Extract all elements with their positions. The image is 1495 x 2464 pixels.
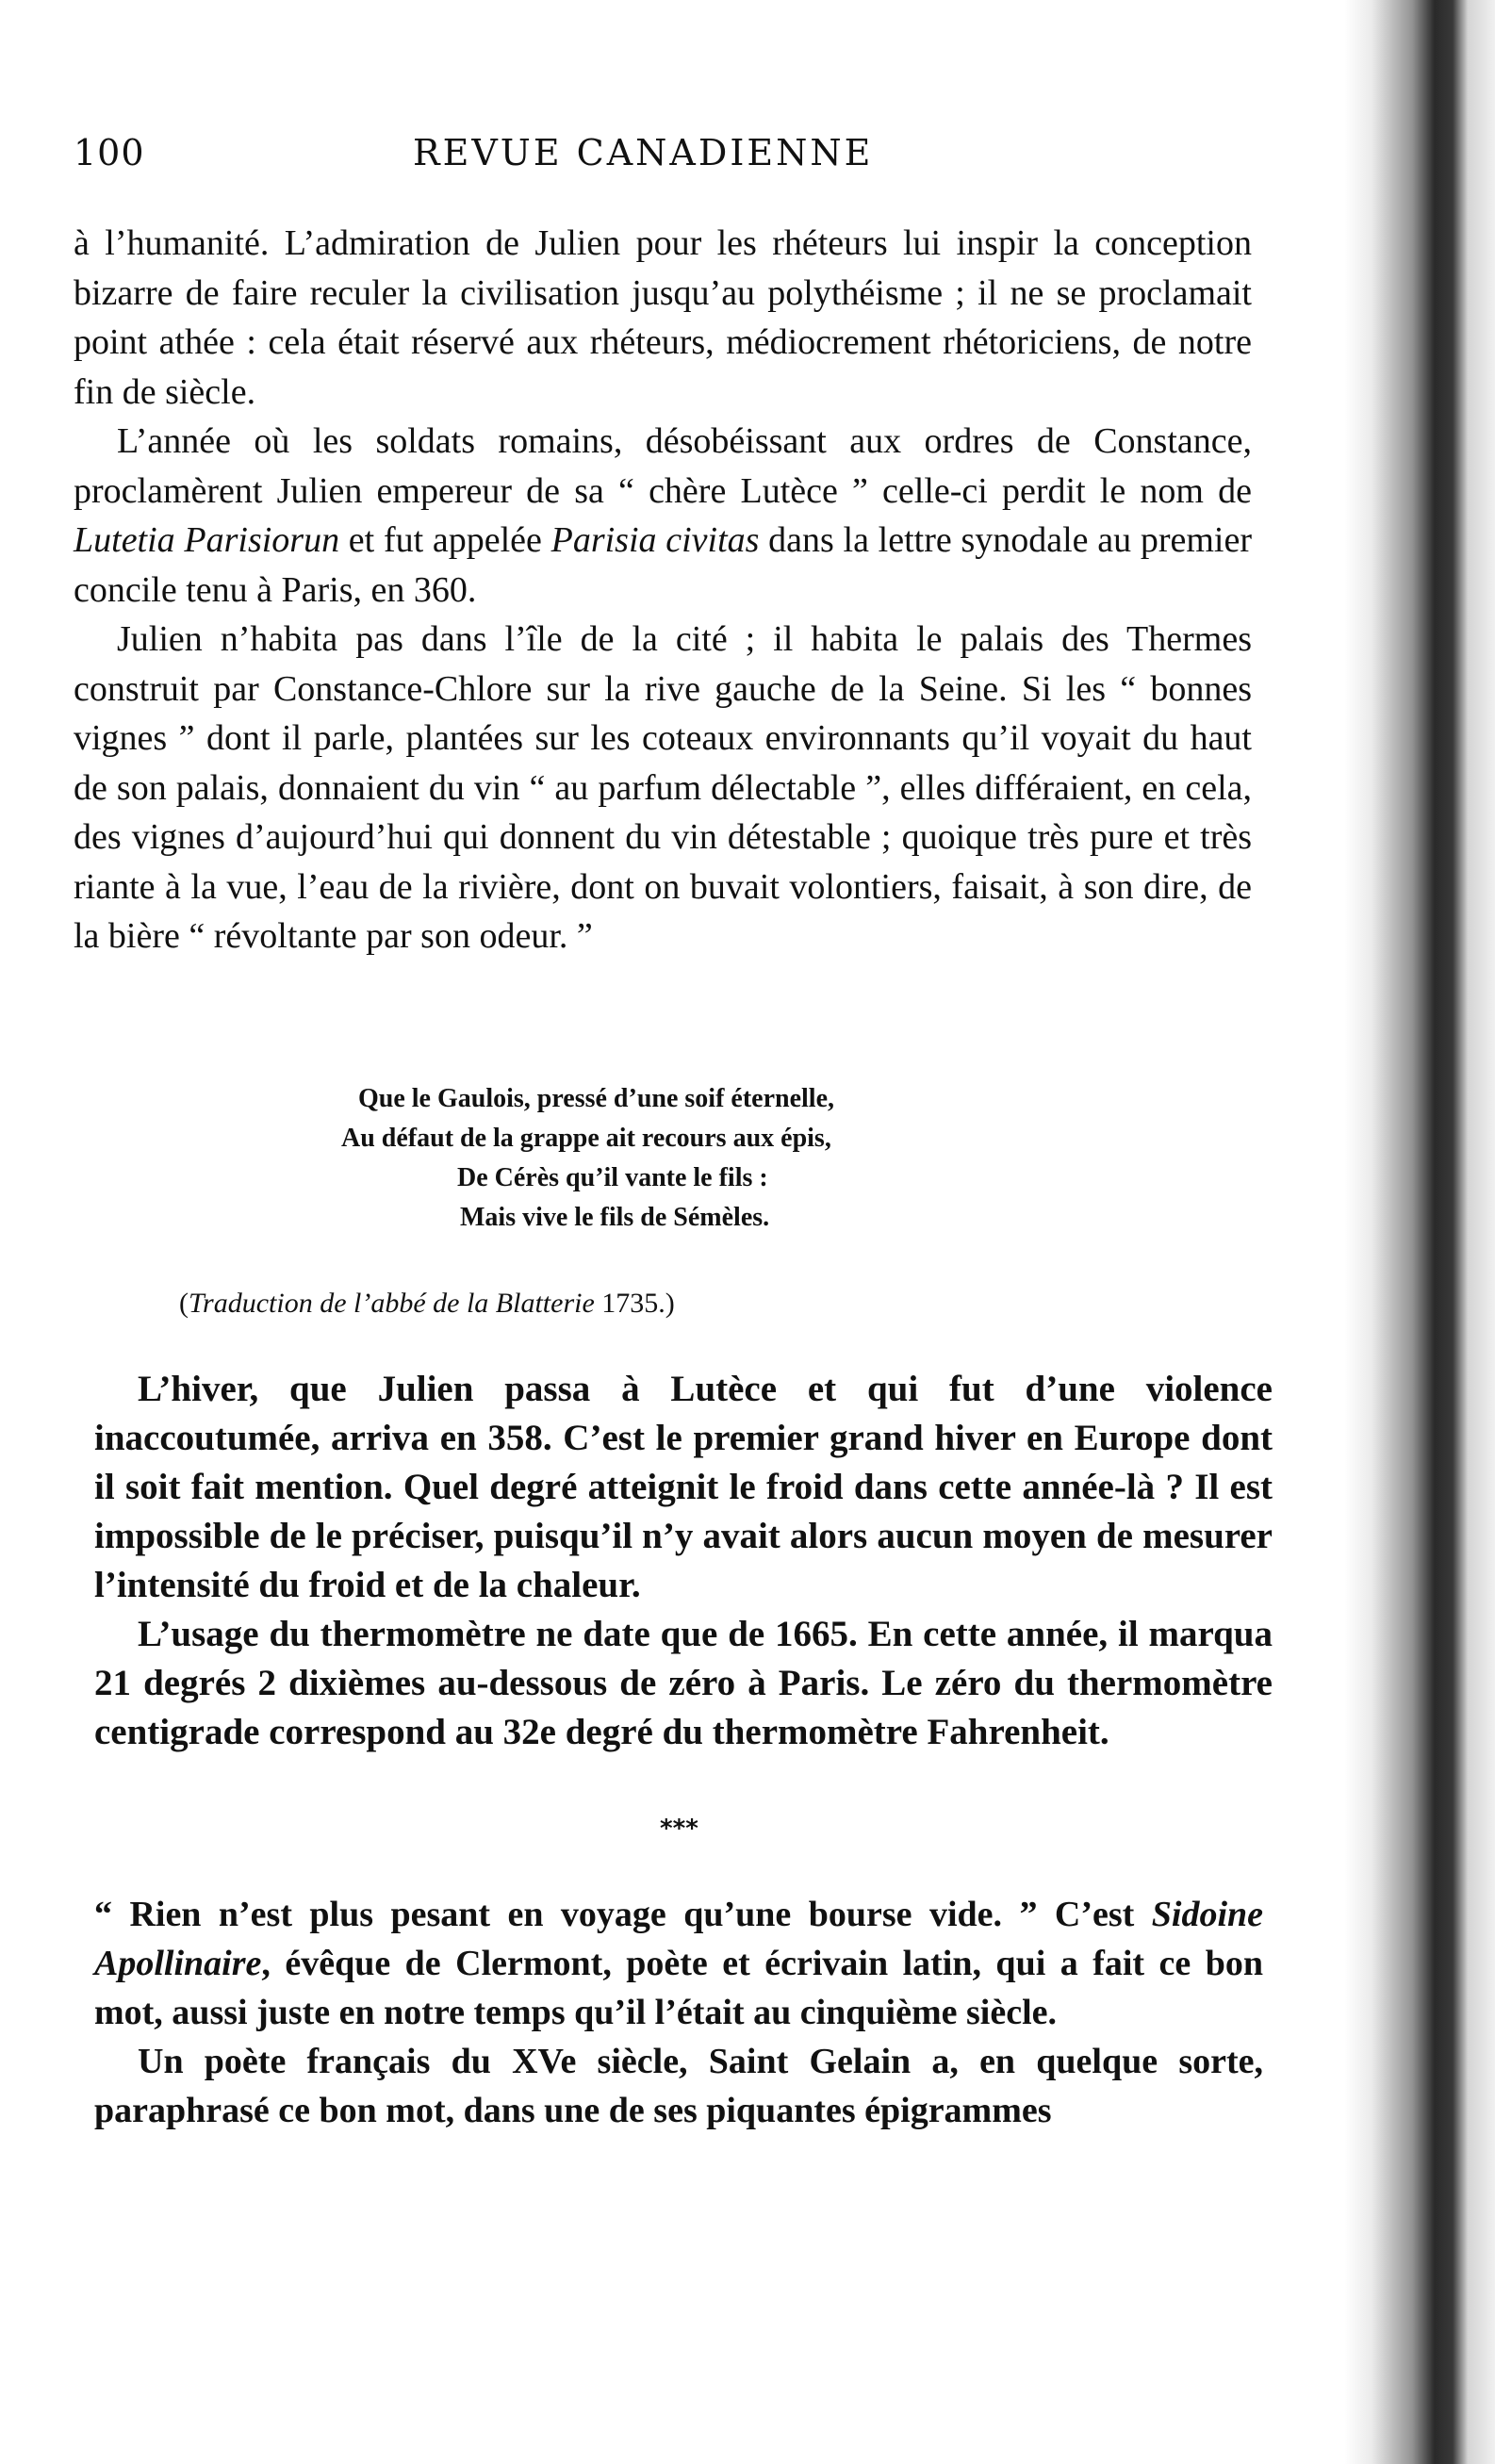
verse-line: Que le Gaulois, pressé d’une soif éternelle, xyxy=(358,1084,834,1113)
paragraph xyxy=(74,417,1252,615)
verse-citation xyxy=(179,1288,675,1320)
verse-line: Mais vive le fils de Sémèles. xyxy=(460,1203,770,1232)
page-number: 100 xyxy=(74,132,145,173)
citation-open: ( xyxy=(179,1288,189,1319)
text-run-italic: Lutetia Parisiorun xyxy=(74,520,340,560)
citation-year: 1735.) xyxy=(594,1288,675,1319)
text-block-middle xyxy=(94,1365,1273,1757)
page-header xyxy=(74,132,1290,189)
running-title: REVUE CANADIENNE xyxy=(413,132,874,173)
text-run-italic: Sidoine Apollinaire xyxy=(94,1895,1263,1983)
binding-edge xyxy=(1344,0,1495,2464)
paragraph: L’hiver, que Julien passa à Lutèce et qui fut d’une violence inaccoutumée, arriva en 358. C’est le premier grand hiver en Europe dont il soit fait mention. Quel degré atteignit le froid dans cette année-là ? Il est impossible de le préciser, puisqu’il n’y avait alors aucun moyen de mesurer l’intensité du froid et de la chaleur. xyxy=(94,1369,1273,1605)
text-run: , évêque de Clermont, poète et écrivain latin, qui a fait ce bon mot, aussi juste en notre temps qu’il l’était au cinquième siècle. xyxy=(94,1944,1263,2032)
citation-source: Traduction de l’abbé de la Blatterie xyxy=(189,1288,595,1319)
text-run: dans la lettre synodale au premier concile tenu à Paris, en 360. xyxy=(74,520,1252,610)
paragraph: Un poète français du XVe siècle, Saint Gelain a, en quelque sorte, paraphrasé ce bon mot, dans une de ses piquantes épigrammes xyxy=(94,2042,1263,2130)
paragraph: à l’humanité. L’admiration de Julien pour les rhéteurs lui inspir la conception bizarre de faire reculer la civilisation jusqu’au polythéisme ; il ne se proclamait point athée : cela était réservé aux rhéteurs, médiocrement rhétoriciens, de notre fin de siècle. xyxy=(74,223,1252,412)
verse-line: Au défaut de la grappe ait recours aux épis, xyxy=(341,1124,831,1153)
verse-line: De Cérès qu’il vante le fils : xyxy=(457,1163,768,1192)
text-run-italic: Parisia civitas xyxy=(550,520,760,560)
separator-stars: *** xyxy=(660,1815,698,1843)
text-block-top xyxy=(74,219,1252,961)
text-run: et fut appelée xyxy=(339,520,551,560)
text-run: “ Rien n’est plus pesant en voyage qu’une bourse vide. ” C’est xyxy=(94,1895,1152,1934)
paragraph: Julien n’habita pas dans l’île de la cité ; il habita le palais des Thermes construit par Constance-Chlore sur la rive gauche de la Seine. Si les “ bonnes vignes ” dont il parle, plantées sur les coteaux environnants qu’il voyait du haut de son palais, donnaient du vin “ au parfum délectable ”, elles différaient, en cela, des vignes d’aujourd’hui qui donnent du vin détestable ; quoique très pure et très riante à la vue, l’eau de la rivière, dont on buvait volontiers, faisait, à son dire, de la bière “ révoltante par son odeur. ” xyxy=(74,619,1252,956)
paragraph: L’usage du thermomètre ne date que de 1665. En cette année, il marqua 21 degrés 2 dixièmes au-dessous de zéro à Paris. Le zéro du thermomètre centigrade correspond au 32e degré du thermomètre Fahrenheit. xyxy=(94,1614,1273,1752)
paragraph xyxy=(94,1890,1263,2037)
text-block-bottom xyxy=(94,1890,1263,2135)
text-run: L’année où les soldats romains, désobéissant aux ordres de Constance, proclamèrent Julien empereur de sa “ chère Lutèce ” celle-ci perdit le nom de xyxy=(74,421,1252,511)
